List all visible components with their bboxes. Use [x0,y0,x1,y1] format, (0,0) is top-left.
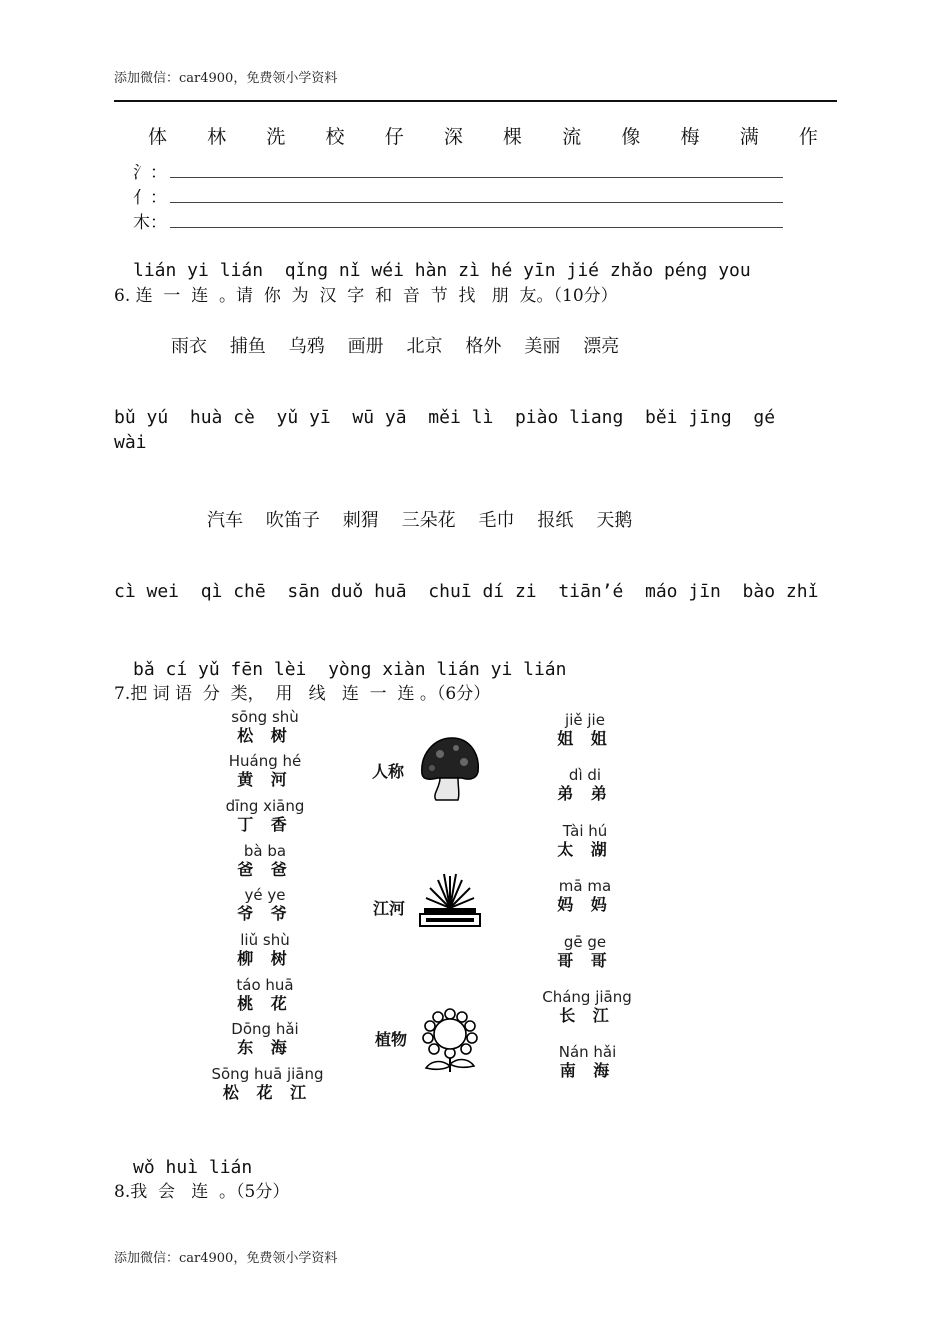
left-item[interactable]: yé ye 爷 爷 [237,886,293,923]
q6-pinyin-row1-wrap: wài [114,432,147,453]
radical-label-water: 氵： [133,163,167,183]
right-item[interactable]: gē ge 哥 哥 [557,933,613,970]
right-item[interactable]: Tài hú 太 湖 [557,822,613,859]
left-item[interactable]: Dōng hǎi 东 海 [231,1020,299,1057]
q6-pinyin-row1: bǔ yú huà cè yǔ yī wū yā měi lì piào liang běi jīng gé [114,407,776,428]
radical-label-person: 亻： [133,188,167,208]
char-item: 流 [562,126,582,148]
char-item: 像 [621,126,641,148]
right-item[interactable]: dì di 弟 弟 [557,766,613,803]
q8-title: 8.我 会 连 。（5分） [114,1182,290,1202]
char-item: 作 [798,126,818,148]
right-item[interactable]: Nán hǎi 南 海 [558,1043,617,1080]
char-item: 洗 [266,126,286,148]
answer-line-wood[interactable] [170,227,783,228]
potted-plant-icon [418,870,482,930]
left-item[interactable]: Huáng hé 黄 河 [228,752,302,789]
left-item[interactable]: sōng shù 松 树 [231,708,299,745]
left-item[interactable]: táo huā 桃 花 [236,976,294,1013]
char-item: 棵 [503,126,523,148]
right-item[interactable]: mā ma 妈 妈 [557,877,613,914]
radical-label-wood: 木： [133,213,167,233]
left-item[interactable]: dīng xiāng 丁 香 [225,797,305,834]
char-item: 林 [207,126,227,148]
answer-line-person[interactable] [170,202,783,203]
q7-title-pinyin: bǎ cí yǔ fēn lèi yòng xiàn lián yi lián [133,659,567,680]
q8-title-pinyin: wǒ huì lián [133,1157,253,1178]
char-item: 仔 [384,126,404,148]
q5-chars-row [148,122,818,149]
q6-title-pinyin: lián yi lián qǐng nǐ wéi hàn zì hé yīn jié zhǎo péng you [133,260,751,281]
right-item[interactable]: jiě jie 姐 姐 [557,711,613,748]
right-item[interactable]: Cháng jiāng 长 江 [542,988,632,1025]
char-item: 深 [443,126,463,148]
char-item: 校 [325,126,345,148]
header-divider [114,100,837,102]
char-item: 满 [739,126,759,148]
left-item[interactable]: bà ba 爸 爸 [237,842,293,879]
char-item: 梅 [680,126,700,148]
answer-line-water[interactable] [170,177,783,178]
page-header: 添加微信：car4900，免费领小学资料 [114,71,338,86]
sunflower-icon [418,1008,482,1074]
q6-words-row1: 雨衣 捕鱼 乌鸦 画册 北京 格外 美丽 漂亮 [171,336,620,357]
category-river[interactable]: 江河 [373,899,406,918]
q6-words-row2: 汽车 吹笛子 刺猬 三朵花 毛巾 报纸 天鹅 [207,510,633,531]
page-footer: 添加微信：car4900，免费领小学资料 [114,1251,338,1266]
category-plant[interactable]: 植物 [375,1030,408,1049]
left-item[interactable]: Sōng huā jiāng 松 花 江 [211,1065,324,1102]
char-item: 体 [148,126,168,148]
category-person[interactable]: 人称 [372,762,405,781]
q6-pinyin-row2: cì wei qì chē sān duǒ huā chuī dí zi tiān’é máo jīn bào zhǐ [114,581,819,602]
q7-title: 7.把 词 语 分 类， 用 线 连 一 连 。（6分） [114,684,491,704]
q6-title: 6. 连 一 连 。请 你 为 汉 字 和 音 节 找 朋 友。（10分） [114,286,618,306]
mushroom-icon [418,734,482,804]
left-item[interactable]: liǔ shù 柳 树 [237,931,293,968]
